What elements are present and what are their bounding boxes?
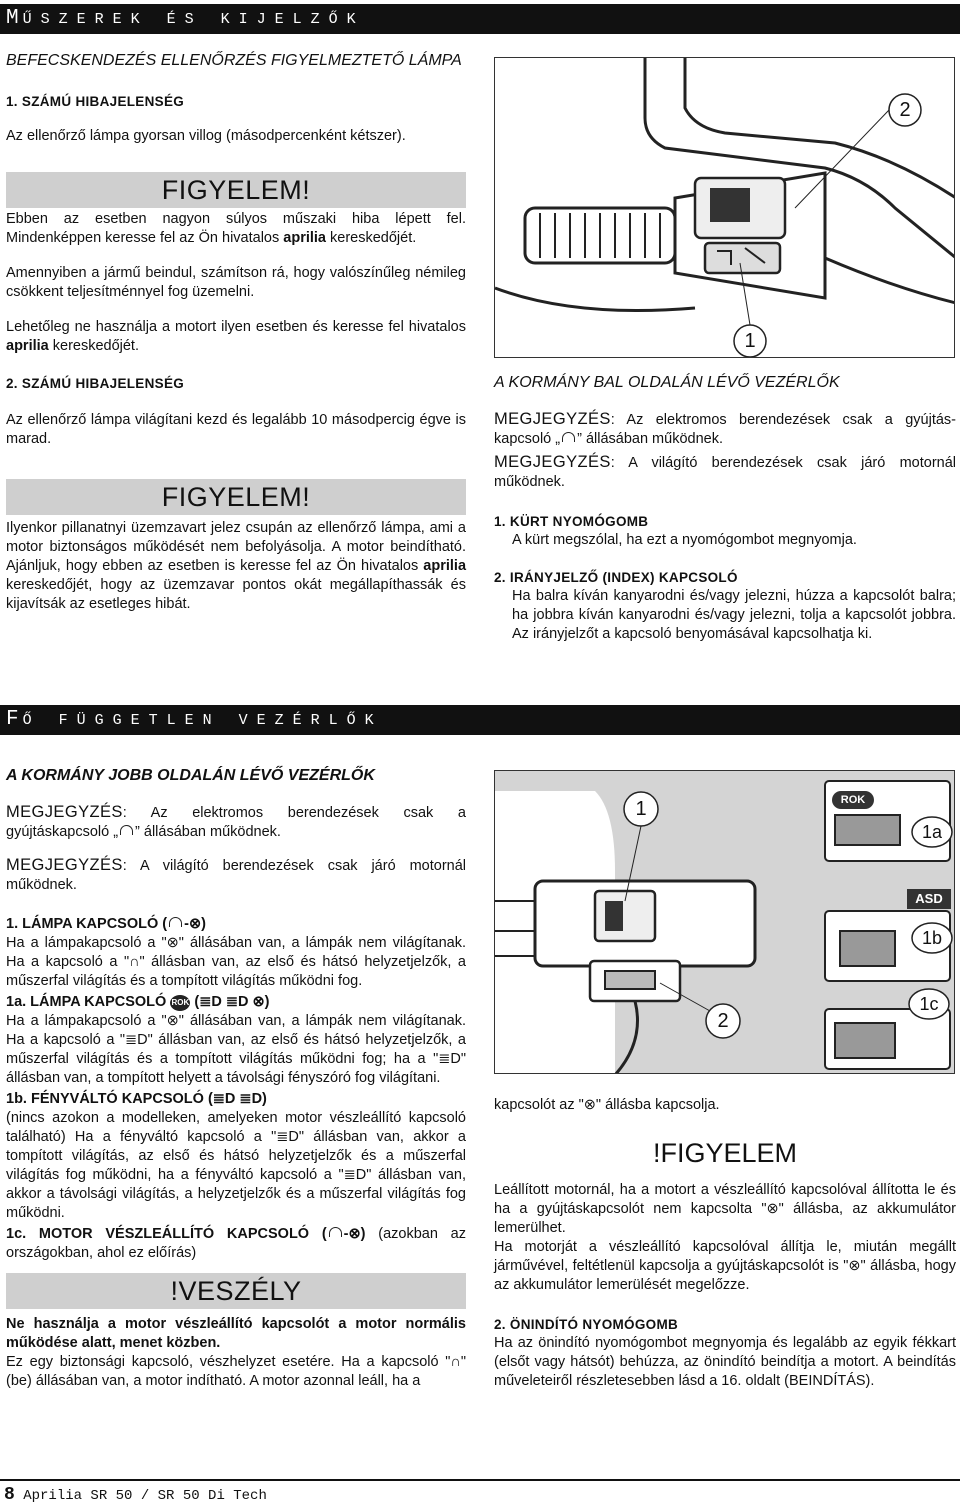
continued-text: kapcsolót az "⊗" állásba kapcsolja. [494, 1097, 720, 1113]
horn-button-heading: 1. KÜRT NYOMÓGOMB [494, 514, 649, 529]
header-initial: F [6, 708, 23, 731]
warning-text-2: Ha motorját a vészleállító kapcsolóval állítja le, miután megállt járművével, feltétlenül kapcsolja a gyújtáskapcsolót is "⊗" állásba, hogy az akkumulátor lemerülését megelőzze. [494, 1239, 956, 1293]
warning-2-text: Ilyenkor pillanatnyi üzemzavart jelez csupán az ellenőrző lámpa, ami a motor biztonságos működését nem befolyásolja. A motor beindítható. Ajánljuk, hogy ebben az esetben is keresse fel az Ön hivatalos aprilia kereskedőjét, hogy az üzemzavar pontos okát megállapíthassák és kijavítsák az esetleges hibát. [6, 520, 467, 612]
paragraph-2: Amennyiben a jármű beindul, számítson rá, hogy valószínűleg némileg csökkent teljesítménnyel fog üzemelni. [6, 265, 466, 300]
section-header-instruments [0, 4, 960, 34]
right-top-column [494, 372, 956, 660]
fault-1-text: Az ellenőrző lámpa gyorsan villog (másodpercenként kétszer). [6, 128, 406, 144]
paragraph-3: Lehetőleg ne használja a motort ilyen esetben és keresse fel hivatalos aprilia kereskedőjét. [6, 319, 466, 354]
footer-model: Aprilia SR 50 / SR 50 Di Tech [23, 1488, 267, 1504]
callout-1c: 1c [919, 994, 939, 1014]
kill-switch-section: 1c. MOTOR VÉSZLEÁLLÍTÓ KAPCSOLÓ ( -⊗) (azokban az országokban, ahol ez előírás) [6, 1226, 466, 1261]
danger-box: !VESZÉLY [6, 1273, 466, 1309]
header-initial: M [6, 7, 23, 30]
ignition-on-icon [120, 825, 133, 835]
callout-2: 2 [717, 1010, 729, 1032]
horn-button-text: A kürt megszólal, ha ezt a nyomógombot megnyomja. [512, 532, 857, 548]
light-switch-text: Ha a lámpakapcsoló a "⊗" állásában van, a lámpák nem világítanak. Ha a kapcsoló a "∩" állásban van, az első és hátsó helyzetjelzők, a műszerfal világítás és a tompított világítás működni fog. [6, 935, 466, 989]
starter-button-heading: 2. ÖNINDÍTÓ NYOMÓGOMB [494, 1317, 679, 1332]
rok-icon: ROK [170, 995, 190, 1011]
light-switch-rok-section: 1a. LÁMPA KAPCSOLÓ ROK (≣D ≣D ⊗) [6, 994, 270, 1010]
callout-2: 2 [899, 99, 911, 121]
callout-1: 1 [744, 330, 756, 352]
fault-2-heading: 2. SZÁMÚ HIBAJELENSÉG [6, 376, 185, 391]
left-controls-title: A KORMÁNY BAL OLDALÁN LÉVŐ VEZÉRLŐK [494, 374, 840, 391]
handlebar-drawing [495, 58, 955, 358]
note-2: MEGJEGYZÉS: A világító berendezések csak járó motornál működnek. [494, 453, 956, 490]
header-text: Ő FÜGGETLEN VEZÉRLŐK [22, 712, 383, 729]
page-footer [0, 1479, 960, 1510]
ignition-on-icon [562, 432, 575, 442]
indicator-switch-text: Ha balra kíván kanyarodni és/vagy jelezni, húzza a kapcsolót balra; ha jobbra kíván kanyarodni és/vagy jelezni, tolja a kapcsolót jobbra. Az irányjelzőt a kapcsoló benyomásával kapcsolhatja ki. [512, 588, 956, 642]
starter-button-text: Ha az önindító nyomógombot megnyomja és legalább az egyik fékkart (elsőt vagy hátsót) behúzza, az önindító beindítja a motort. A beindítás műveleteiről részletesebben lásd a 16. oldalt (BEINDÍTÁS). [494, 1335, 956, 1389]
warning-box-2: FIGYELEM! [6, 479, 466, 515]
header-text: ŰSZEREK ÉS KIJELZŐK [22, 11, 365, 28]
right-handlebar-controls-illustration [494, 770, 955, 1074]
page-number: 8 [4, 1485, 15, 1505]
left-handlebar-controls-illustration [494, 57, 955, 358]
warning-1-text: Ebben az esetben nagyon súlyos műszaki hiba lépett fel. Mindenképpen keresse fel az Ön hivatalos aprilia kereskedőjét. [6, 211, 466, 246]
warning-box-1: FIGYELEM! [6, 172, 466, 208]
dimmer-switch-section: 1b. FÉNYVÁLTÓ KAPCSOLÓ (≣D ≣D) [6, 1091, 267, 1107]
section-title: BEFECSKENDEZÉS ELLENŐRZÉS FIGYELMEZTETŐ LÁMPA [6, 52, 462, 69]
section-header-controls [0, 705, 960, 735]
asd-badge: ASD [915, 891, 943, 906]
danger-text: Ez egy biztonsági kapcsoló, vészhelyzet esetére. Ha a kapcsoló "∩" (be) állásában van, a motor indítható. A motor azonnal leáll, ha a [6, 1354, 466, 1389]
right-controls-title: A KORMÁNY JOBB OLDALÁN LÉVŐ VEZÉRLŐK [6, 767, 375, 784]
left-top-column [6, 50, 466, 630]
danger-bold-text: Ne használja a motor vészleállító kapcsolót a motor normális működése alatt, menet közben. [6, 1316, 466, 1351]
callout-1b: 1b [921, 928, 943, 948]
fault-2-text: Az ellenőrző lámpa világítani kezd és legalább 10 másodpercig égve is marad. [6, 412, 466, 447]
lights-on-icon [169, 917, 182, 927]
note-1: MEGJEGYZÉS: Az elektromos berendezések csak a gyújtás-kapcsoló „ ” állásában működnek. [494, 410, 956, 447]
light-switch-section: 1. LÁMPA KAPCSOLÓ ( -⊗) [6, 916, 206, 932]
rok-badge: ROK [840, 794, 866, 806]
note-1: MEGJEGYZÉS: Az elektromos berendezések csak a gyújtáskapcsoló „ ” állásában működnek. [6, 803, 466, 840]
light-switch-rok-text: Ha a lámpakapcsoló a "⊗" állásában van, a lámpák nem világítanak. Ha a kapcsoló a "≣D" állásban van, az első és hátsó helyzetjelzők, a műszerfal világítás és a tompított világítás működni fog; ha a "≣D" állásban van, a tompított helyett a távolsági fényszóró fog világítani. [6, 1013, 466, 1086]
indicator-switch-heading: 2. IRÁNYJELZŐ (INDEX) KAPCSOLÓ [494, 570, 738, 585]
dimmer-switch-text: (nincs azokon a modelleken, amelyeken motor vészleállító kapcsoló található) Ha a fényváltó kapcsoló a "≣D" állásban van, akkor a tompított világítás, az első és hátsó helyzetjelzők és a műszerfal világítás fog működni, ha a fényváltó kapcsoló a "≣D" állásban van, akkor a távolsági világítás, a helyzetjelzők és a műszerfal világítás fog működni. [6, 1110, 466, 1221]
fault-1-heading: 1. SZÁMÚ HIBAJELENSÉG [6, 94, 185, 109]
callout-1: 1 [635, 798, 647, 820]
left-bottom-column [6, 765, 466, 1391]
warning-text-1: Leállított motornál, ha a motort a vészleállító kapcsolóval állította le és ha a gyújtáskapcsolót nem kapcsolta "⊗" állásba, az akkumulátor lemerülhet. [494, 1182, 956, 1236]
run-icon [329, 1227, 342, 1237]
warning-heading: !FIGYELEM [652, 1138, 798, 1168]
right-bottom-column [494, 1096, 956, 1407]
note-2: MEGJEGYZÉS: A világító berendezések csak járó motornál működnek. [6, 856, 466, 893]
callout-1a: 1a [921, 822, 943, 842]
